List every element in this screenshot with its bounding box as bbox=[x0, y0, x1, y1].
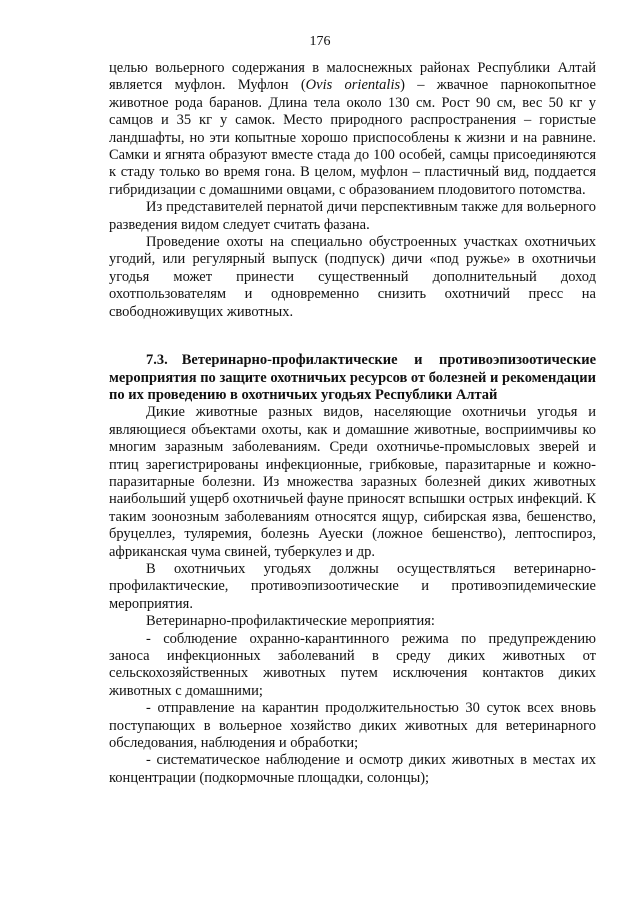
body-text bbox=[109, 60, 596, 787]
paragraph-text: ) – жвачное парнокопытное животное рода баранов. Длина тела около 130 см. Рост 90 см, вес 50 кг у самцов и 35 кг у самок. Место природного распространения – гористые ландшафты, но эти копытные хорошо приспособлены к жизни и на равнине. Самки и ягнята образуют вместе стада до 100 особей, самцы присоединяются к стаду только во время гона. В целом, муфлон – пластичный вид, поддается гибридизации с домашними овцами, с образованием плодовитого потомства. bbox=[109, 77, 596, 198]
section-title: Ветеринарно-профилактические и противоэпизоотические мероприятия по защите охотничьих ресурсов от болезней и рекомендации по их проведению в охотничьих угодьях Республики Алтай bbox=[109, 352, 596, 403]
paragraph-text: целью вольерного содержания в малоснежных районах Республики Алтай является муфлон. Муфлон ( bbox=[109, 60, 596, 94]
paragraph-measures: В охотничьих угодьях должны осуществляться ветеринарно-профилактические, противоэпизоотические и противоэпидемические мероприятия. bbox=[109, 560, 596, 612]
list-item: - соблюдение охранно-карантинного режима по предупреждению заноса инфекционных заболеваний в среду диких животных от сельскохозяйственных животных путем исключения контактов диких животных с домашними; bbox=[109, 630, 596, 699]
paragraph-hunting: Проведение охоты на специально обустроенных участках охотничьих угодий, или регулярный выпуск (подпуск) дичи «под ружье» в охотничьи угодья может принести существенный дополнительный доход охотпользователям и одновременно снизить охотничий пресс на свободноживущих животных. bbox=[109, 234, 596, 320]
paragraph-list-intro: Ветеринарно-профилактические мероприятия: bbox=[146, 613, 435, 630]
section-number: 7.3. bbox=[146, 352, 168, 369]
page-number: 176 bbox=[309, 34, 331, 49]
section-heading bbox=[109, 352, 596, 404]
list-item: - отправление на карантин продолжительностью 30 суток всех вновь поступающих в вольерное хозяйство диких животных для ветеринарного обследования, наблюдения и обработки; bbox=[109, 700, 596, 752]
paragraph-pheasant: Из представителей пернатой дичи перспективным также для вольерного разведения видом следует считать фазана. bbox=[109, 199, 596, 233]
paragraph-diseases: Дикие животные разных видов, населяющие охотничьи угодья и являющиеся объектами охоты, как и домашние животные, восприимчивы ко многим заразным заболеваниям. Среди охотничье-промысловых зверей и птиц зарегистрированы инфекционные, грибковые, паразитарные и кожно-паразитарные болезни. Из множества заразных болезней диких животных наибольший ущерб охотничьей фауне приносят вспышки острых инфекций. К таким зоонозным заболеваниям относятся ящур, сибирская язва, бешенство, бруцеллез, туляремия, болезнь Ауески (ложное бешенство), лептоспироз, африканская чума свиней, туберкулез и др. bbox=[109, 404, 596, 560]
list-item: - систематическое наблюдение и осмотр диких животных в местах их концентрации (подкормочные площадки, солонцы); bbox=[109, 752, 596, 786]
latin-species-name: Ovis orientalis bbox=[305, 77, 401, 94]
paragraph-muflon bbox=[109, 60, 596, 199]
